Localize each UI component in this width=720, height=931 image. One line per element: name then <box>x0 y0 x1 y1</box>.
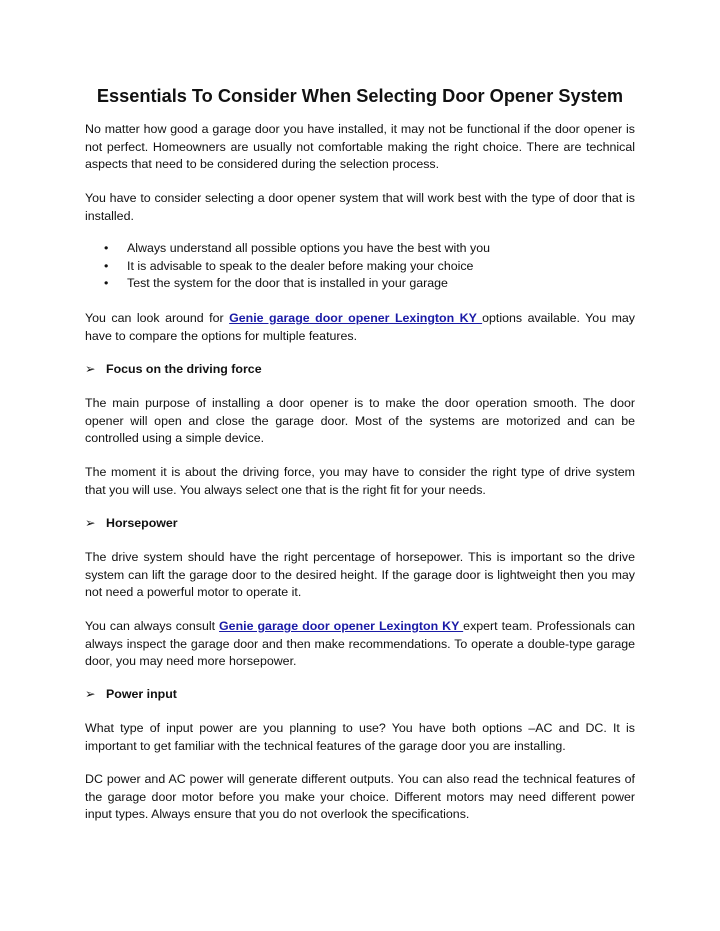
section-heading-horsepower <box>85 515 635 533</box>
bullet-icon: • <box>104 276 109 290</box>
section-heading-driving-force <box>85 361 635 379</box>
list-item <box>85 240 635 258</box>
power-input-paragraph-2: DC power and AC power will generate different outputs. You can also read the technical features of the garage door motor before you make your choice. Different motors may need different power input types. Always ensure that you do not overlook the specifications. <box>85 772 635 821</box>
horsepower-paragraph: The drive system should have the right percentage of horsepower. This is important so the drive system can lift the garage door to the desired height. If the garage door is lightweight then you may not need a powerful motor to operate it. <box>85 550 635 599</box>
bullet-icon: • <box>104 241 109 255</box>
consult-paragraph <box>85 618 635 671</box>
section-heading-text: Horsepower <box>106 516 178 530</box>
paragraph-text: expert team. Professionals can always inspect the garage door and then make recommendations. To operate a double-type garage door, you may need more horsepower. <box>85 619 635 668</box>
section-heading-text: Focus on the driving force <box>106 362 262 376</box>
arrow-bullet-icon: ➢ <box>85 687 96 701</box>
arrow-bullet-icon: ➢ <box>85 516 96 530</box>
paragraph-text: You can look around for <box>85 311 230 325</box>
lookaround-paragraph <box>85 310 635 345</box>
list-item-text: It is advisable to speak to the dealer before making your choice <box>127 258 474 273</box>
genie-opener-link[interactable]: Genie garage door opener Lexington KY <box>219 619 464 633</box>
bullet-icon: • <box>104 258 109 273</box>
driving-force-paragraph-2: The moment it is about the driving force, you may have to consider the right type of drive system that you will use. You always select one that is the right fit for your needs. <box>85 465 635 497</box>
paragraph-text: You can always consult <box>85 619 220 633</box>
list-item <box>85 275 635 293</box>
arrow-bullet-icon: ➢ <box>85 362 96 376</box>
power-input-paragraph-1: What type of input power are you planning to use? You have both options –AC and DC. It is important to get familiar with the technical features of the garage door you are installing. <box>85 721 635 753</box>
genie-opener-link[interactable]: Genie garage door opener Lexington KY <box>229 311 483 325</box>
driving-force-paragraph-1: The main purpose of installing a door opener is to make the door operation smooth. The door opener will open and close the garage door. Most of the systems are motorized and can be controlled using a simple device. <box>85 396 635 445</box>
intro-paragraph: No matter how good a garage door you have installed, it may not be functional if the door opener is not perfect. Homeowners are usually not comfortable making the right choice. There are technical aspects that need to be considered during the selection process. <box>85 122 635 171</box>
selection-paragraph: You have to consider selecting a door opener system that will work best with the type of door that is installed. <box>85 191 635 223</box>
list-item-text: Always understand all possible options you have the best with you <box>127 241 490 255</box>
list-item <box>85 258 635 276</box>
section-heading-power-input <box>85 686 635 704</box>
tips-list <box>85 240 635 293</box>
paragraph-text: options available. You may have to compare the options for multiple features. <box>85 311 635 343</box>
section-heading-text: Power input <box>106 687 177 701</box>
page-title: Essentials To Consider When Selecting Door Opener System <box>96 86 624 106</box>
list-item-text: Test the system for the door that is installed in your garage <box>127 276 448 290</box>
